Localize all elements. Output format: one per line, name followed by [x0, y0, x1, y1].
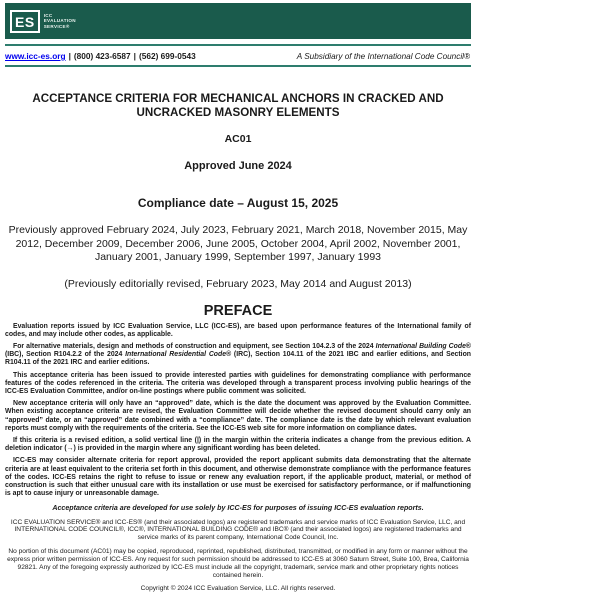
copy-restriction-notice: No portion of this document (AC01) may be copied, reproduced, reprinted, republished, distributed, transmitted, or modified in any form or manner without the express prior written permission of ICC-ES. Any request for such permission should be addressed to ICC-ES at 3060 Saturn Street, Suite 100, Brea, California 92821. Any of the foregoing expressly authorized by ICC-ES must include all the copyright, trademark, service mark and other proprietary rights notices contained herein.	[7, 548, 469, 579]
preface-paragraph-1: Evaluation reports issued by ICC Evaluation Service, LLC (ICC-ES), are based upon performance features of the International family of codes, and may include other codes, as applicable.	[5, 322, 471, 338]
icc-es-banner	[5, 3, 471, 39]
subsidiary-tagline: A Subsidiary of the International Code Council®	[296, 52, 470, 61]
code-title-irc: International Residential Code	[125, 351, 227, 359]
preface-paragraph-4: New acceptance criteria will only have an “approved” date, which is the date the document was approved by the Evaluation Committee. When existing acceptance criteria are revised, the Evaluation Committee will decide whether the revised document should carry only an “approved” date, or an “approved” date combined with a “compliance” date. The compliance date is the date by which relevant evaluation reports must comply with the requirements of the criteria. See the ICC-ES web site for more information on compliance dates.	[5, 400, 471, 432]
criteria-number: AC01	[224, 133, 252, 145]
icc-es-logo	[10, 10, 76, 33]
phone-toll-free: (800) 423-6587	[73, 51, 131, 61]
solely-use-note: Acceptance criteria are developed for use solely by ICC-ES for purposes of issuing ICC-ES evaluation reports.	[52, 504, 424, 513]
preface-body	[5, 323, 471, 513]
header-divider-bottom	[5, 65, 471, 67]
document-title: ACCEPTANCE CRITERIA FOR MECHANICAL ANCHORS IN CRACKED AND UNCRACKED MASONRY ELEMENTS	[32, 92, 444, 119]
compliance-date: Compliance date – August 15, 2025	[137, 196, 339, 210]
website-link[interactable]: www.icc-es.org	[5, 51, 66, 61]
paragraph-text: ® (IBC), Section R104.2.2 of the 2024	[5, 342, 471, 359]
preface-paragraph-3: This acceptance criteria has been issued to provide interested parties with guidelines for demonstrating compliance with performance features of the codes referenced in the criteria. The criteria was developed through a transparent process involving public hearings of the ICC-ES Evaluation Committee, and/or on-line postings where public comment was solicited.	[5, 371, 471, 395]
paragraph-text: ® (IRC), Section 104.11 of the 2021 IBC and earlier editions, and Section R104.11 of the 2021 IRC and earlier editions.	[5, 351, 471, 367]
contact-info	[5, 51, 196, 61]
es-logo-icon: ES	[10, 10, 40, 33]
code-title-ibc: International Building Code	[375, 342, 466, 350]
phone-local: (562) 699-0543	[138, 51, 196, 61]
legal-footer	[5, 519, 471, 593]
contact-bar	[5, 46, 471, 65]
copyright-line: Copyright © 2024 ICC Evaluation Service, LLC. All rights reserved.	[140, 584, 336, 592]
approved-date: Approved June 2024	[184, 160, 292, 172]
logo-line-icc: ICC	[43, 12, 53, 18]
preface-paragraph-6: ICC-ES may consider alternate criteria for report approval, provided the report applicant submits data demonstrating that the alternate criteria are at least equivalent to the criteria set forth in this document, and otherwise demonstrate compliance with the performance features of the codes. ICC-ES retains the right to refuse to issue or renew any evaluation report, if the applicable product, material, or method of construction is such that either unusual care with its installation or use must be exercised for satisfactory performance, or if malfunctioning is apt to cause injury or unreasonable damage.	[5, 457, 471, 498]
paragraph-text: For alternative materials, design and methods of construction and equipment, see Section 104.2.3 of the 2024	[13, 342, 376, 350]
separator: |	[68, 51, 71, 61]
preface-heading: PREFACE	[203, 302, 273, 319]
title-block	[5, 92, 471, 290]
previously-approved-dates: Previously approved February 2024, July 2023, February 2021, March 2018, November 2015, May 2012, December 2009, December 2006, June 2005, October 2004, April 2002, November 2001, January 2001, January 1999, September 1997, January 1993	[8, 224, 468, 263]
icc-es-logo-text	[44, 13, 76, 30]
trademark-notice: ICC EVALUATION SERVICE® and ICC-ES® (and their associated logos) are registered trademarks and service marks of ICC Evaluation Service, LLC, and INTERNATIONAL CODE COUNCIL®, ICC®, INTERNATIONAL BUILDING CODE® and IBC® (and their associated logos) are registered trademarks and service marks of its parent company, International Code Council, Inc.	[10, 518, 466, 542]
preface-paragraph-2	[5, 343, 471, 368]
editorially-revised-note: (Previously editorially revised, February 2023, May 2014 and August 2013)	[64, 277, 412, 290]
separator: |	[133, 51, 136, 61]
page-content	[5, 3, 471, 593]
logo-line-service: SERVICE®	[43, 23, 70, 29]
preface-paragraph-5: If this criteria is a revised edition, a solid vertical line (|) in the margin within the criteria indicates a change from the previous edition. A deletion indicator (→) is provided in the margin where any significant wording has been deleted.	[5, 436, 471, 453]
logo-line-evaluation: EVALUATION	[43, 18, 76, 24]
